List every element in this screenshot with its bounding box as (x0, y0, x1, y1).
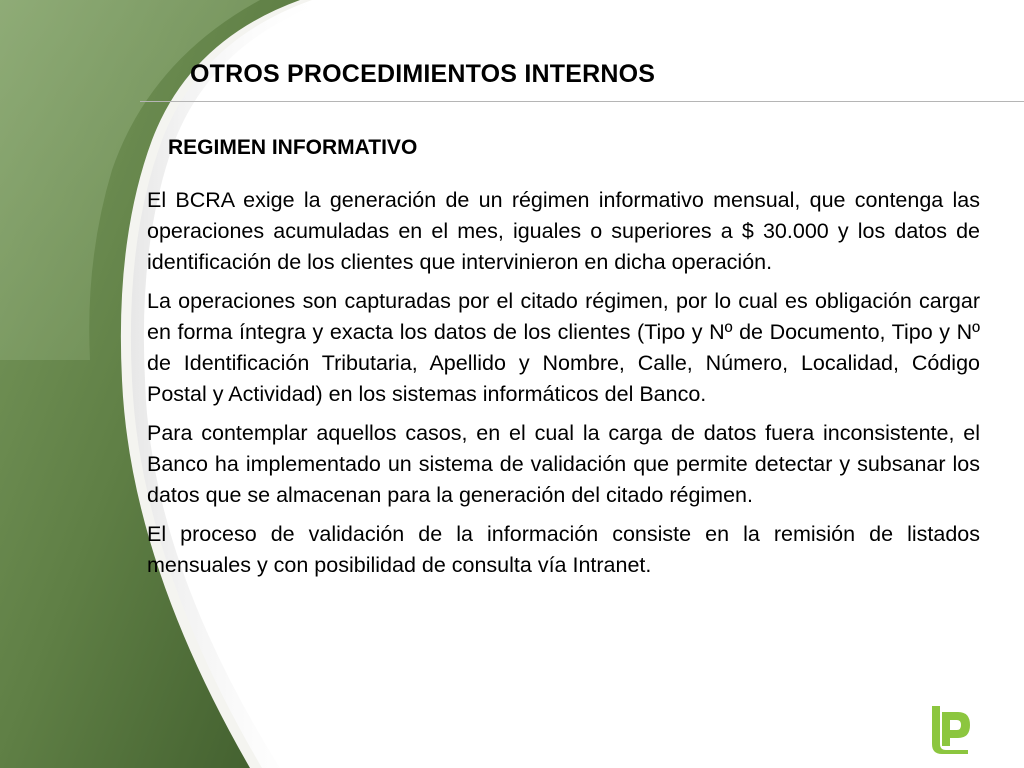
body-text (147, 185, 980, 589)
paragraph: La operaciones son capturadas por el citado régimen, por lo cual es obligación cargar en forma íntegra y exacta los datos de los clientes (Tipo y Nº de Documento, Tipo y Nº de Identificación Tributaria, Apellido y Nombre, Calle, Número, Localidad, Código Postal y Actividad) en los sistemas informáticos del Banco. (147, 289, 980, 406)
title-divider (140, 101, 1024, 102)
slide-title: OTROS PROCEDIMIENTOS INTERNOS (190, 60, 656, 88)
paragraph: El BCRA exige la generación de un régimen informativo mensual, que contenga las operaciones acumuladas en el mes, iguales o superiores a $ 30.000 y los datos de identificación de los clientes que intervinieron en dicha operación. (147, 188, 980, 274)
paragraph: Para contemplar aquellos casos, en el cual la carga de datos fuera inconsistente, el Banco ha implementado un sistema de validación que permite detectar y subsanar los datos que se almacenan para la generación del citado régimen. (147, 421, 980, 507)
bank-logo-icon (928, 704, 972, 754)
section-heading: REGIMEN INFORMATIVO (168, 136, 418, 159)
paragraph: El proceso de validación de la información consiste en la remisión de listados mensuales y con posibilidad de consulta vía Intranet. (147, 522, 980, 577)
